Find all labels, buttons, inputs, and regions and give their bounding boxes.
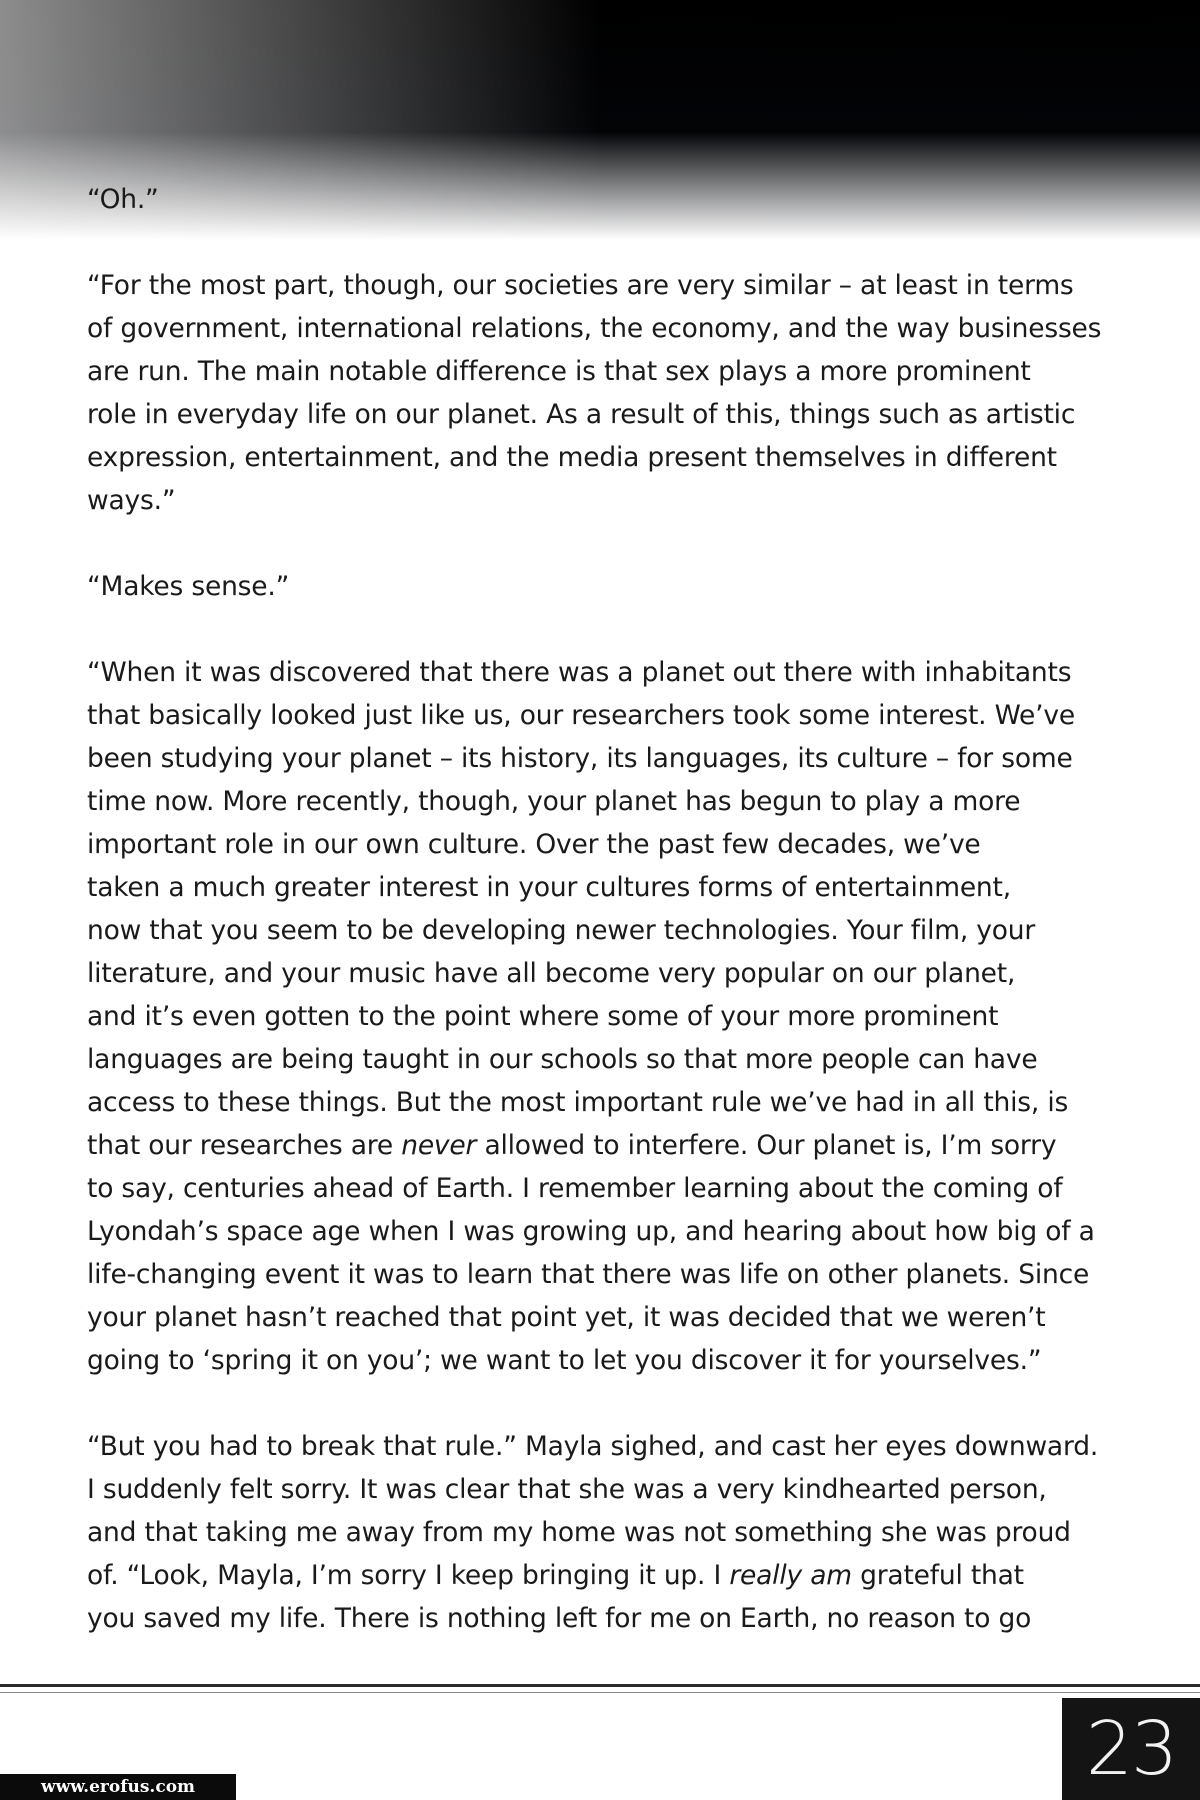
text-run: life-changing event it was to learn that there was life on other planets. Since (87, 1259, 1090, 1290)
text-run: “Oh.” (87, 184, 159, 215)
text-line (87, 1081, 1122, 1124)
page-body-text (87, 178, 1122, 1683)
text-run: I suddenly felt sorry. It was clear that she was a very kindhearted person, (87, 1474, 1047, 1505)
text-line (87, 393, 1122, 436)
text-run: that our researches are (87, 1130, 402, 1161)
text-run: of government, international relations, the economy, and the way businesses (87, 313, 1102, 344)
text-line (87, 178, 1122, 221)
text-run: important role in our own culture. Over the past few decades, we’ve (87, 829, 981, 860)
text-line (87, 1339, 1122, 1382)
text-run: “Makes sense.” (87, 571, 290, 602)
text-run: “But you had to break that rule.” Mayla sighed, and cast her eyes downward. (87, 1431, 1099, 1462)
paragraph (87, 651, 1122, 1382)
text-line (87, 1468, 1122, 1511)
text-run: Lyondah’s space age when I was growing up, and hearing about how big of a (87, 1216, 1095, 1247)
text-line (87, 436, 1122, 479)
text-line (87, 1597, 1122, 1640)
text-line (87, 866, 1122, 909)
text-line (87, 909, 1122, 952)
text-run: of. “Look, Mayla, I’m sorry I keep bringing it up. I (87, 1560, 730, 1591)
text-line (87, 694, 1122, 737)
text-line (87, 651, 1122, 694)
text-line (87, 1038, 1122, 1081)
text-line (87, 780, 1122, 823)
text-run: access to these things. But the most important rule we’ve had in all this, is (87, 1087, 1069, 1118)
text-run: languages are being taught in our schools so that more people can have (87, 1044, 1038, 1075)
text-run: going to ‘spring it on you’; we want to let you discover it for yourselves.” (87, 1345, 1042, 1376)
text-line (87, 1296, 1122, 1339)
text-line (87, 952, 1122, 995)
watermark-label: www.erofus.com (0, 1774, 236, 1800)
text-run: and that taking me away from my home was not something she was proud (87, 1517, 1071, 1548)
text-run: “For the most part, though, our societies are very similar – at least in terms (87, 270, 1074, 301)
page-number: 23 (1062, 1698, 1200, 1800)
text-line (87, 1124, 1122, 1167)
emphasis-text: never (401, 1130, 477, 1161)
text-run: to say, centuries ahead of Earth. I remember learning about the coming of (87, 1173, 1063, 1204)
text-run: and it’s even gotten to the point where some of your more prominent (87, 1001, 999, 1032)
text-line (87, 1511, 1122, 1554)
text-line (87, 1253, 1122, 1296)
text-line (87, 1210, 1122, 1253)
text-run: ways.” (87, 485, 176, 516)
text-line (87, 823, 1122, 866)
text-run: “When it was discovered that there was a planet out there with inhabitants (87, 657, 1072, 688)
text-run: your planet hasn’t reached that point yet, it was decided that we weren’t (87, 1302, 1046, 1333)
text-run: now that you seem to be developing newer technologies. Your film, your (87, 915, 1036, 946)
paragraph (87, 178, 1122, 221)
text-run: role in everyday life on our planet. As a result of this, things such as artistic (87, 399, 1076, 430)
paragraph (87, 264, 1122, 522)
text-line (87, 565, 1122, 608)
text-line (87, 1554, 1122, 1597)
paragraph (87, 565, 1122, 608)
emphasis-text: really am (729, 1560, 852, 1591)
text-run: expression, entertainment, and the media present themselves in different (87, 442, 1057, 473)
text-run: been studying your planet – its history, its languages, its culture – for some (87, 743, 1073, 774)
text-line (87, 995, 1122, 1038)
text-run: that basically looked just like us, our researchers took some interest. We’ve (87, 700, 1075, 731)
paragraph (87, 1425, 1122, 1640)
text-run: taken a much greater interest in your cultures forms of entertainment, (87, 872, 1011, 903)
text-run: grateful that (851, 1560, 1024, 1591)
text-line (87, 1425, 1122, 1468)
text-line (87, 1167, 1122, 1210)
footer-rule (0, 1684, 1200, 1687)
text-line (87, 307, 1122, 350)
text-run: are run. The main notable difference is that sex plays a more prominent (87, 356, 1031, 387)
text-run: you saved my life. There is nothing left for me on Earth, no reason to go (87, 1603, 1032, 1634)
text-line (87, 350, 1122, 393)
text-line (87, 737, 1122, 780)
footer-rule-thin (0, 1692, 1200, 1693)
text-line (87, 479, 1122, 522)
text-run: allowed to interfere. Our planet is, I’m sorry (476, 1130, 1057, 1161)
text-run: literature, and your music have all become very popular on our planet, (87, 958, 1016, 989)
text-line (87, 264, 1122, 307)
text-run: time now. More recently, though, your planet has begun to play a more (87, 786, 1021, 817)
